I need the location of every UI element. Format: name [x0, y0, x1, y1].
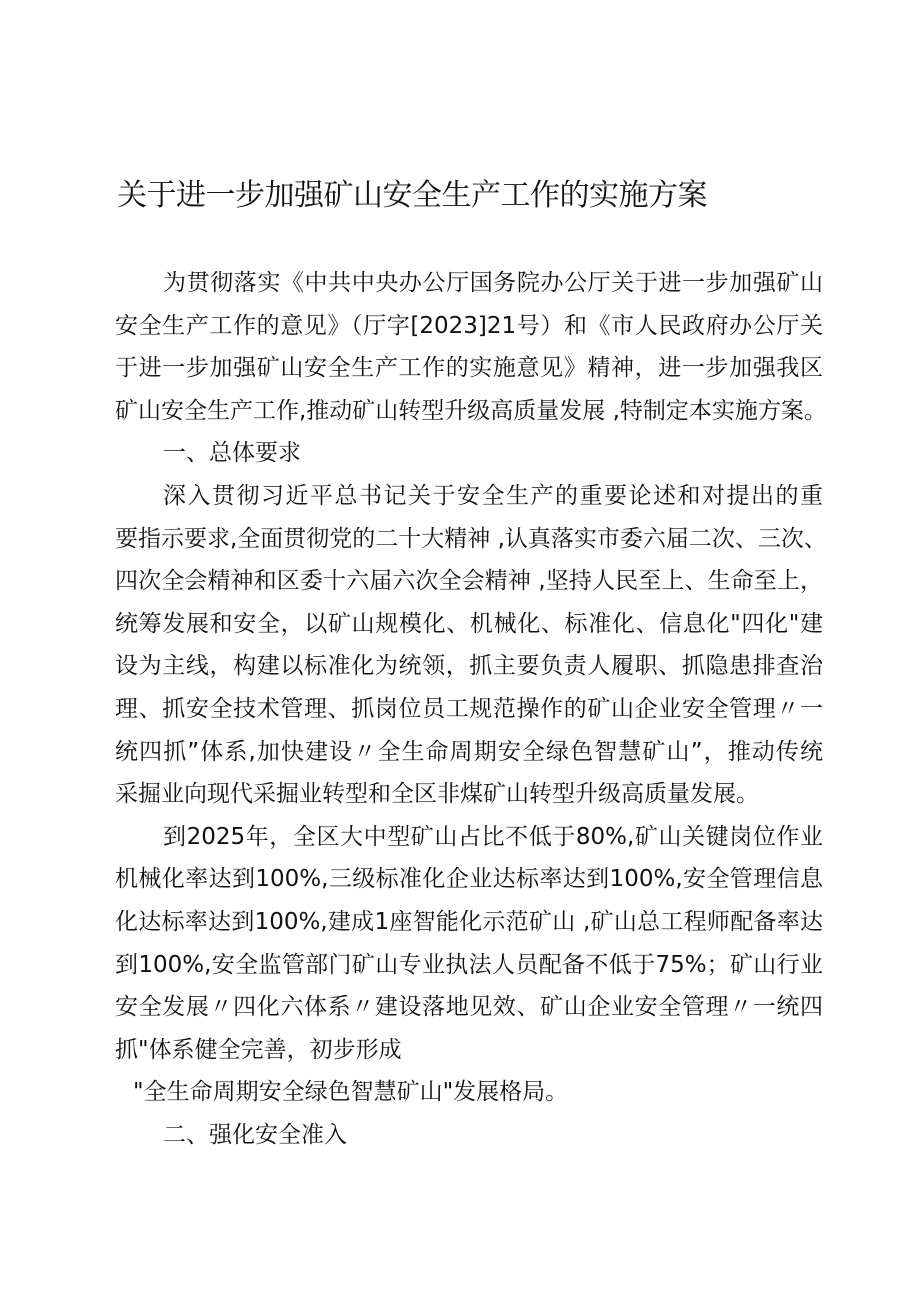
section-heading	[115, 432, 823, 475]
section-heading	[115, 1114, 823, 1157]
text-line: 二、强化安全准入	[163, 1121, 347, 1148]
document-title: 关于进一步加强矿山安全生产工作的实施方案	[117, 178, 707, 213]
text-line: 设为主线，构建以标准化为统领，抓主要负责人履职、抓隐患排查治	[115, 653, 823, 680]
text-line: 一、总体要求	[163, 440, 301, 467]
text-line: 到100%,安全监管部门矿山专业执法人员配备不低于75%；矿山行业	[115, 951, 823, 978]
text-line: 机械化率达到100%,三级标准化企业达标率达到100%,安全管理信息	[115, 866, 823, 893]
text-line: 理、抓安全技术管理、抓岗位员工规范操作的矿山企业安全管理〃一	[115, 695, 823, 722]
document-body	[115, 262, 827, 1156]
text-line: 抓"体系健全完善，初步形成	[115, 1036, 402, 1063]
text-line: 矿山安全生产工作,推动矿山转型升级高质量发展 ,特制定本实施方案。	[115, 397, 827, 424]
text-line: "全生命周期安全绿色智慧矿山"发展格局。	[133, 1079, 569, 1106]
text-line: 安全发展〃四化六体系〃建设落地见效、矿山企业安全管理〃一统四	[115, 994, 823, 1021]
text-line: 四次全会精神和区委十六届六次全会精神 ,坚持人民至上、生命至上，	[115, 568, 823, 595]
paragraph	[115, 262, 827, 432]
text-line: 为贯彻落实《中共中央办公厅国务院办公厅关于进一步加强矿山	[163, 270, 823, 296]
text-line: 安全生产工作的意见》（厅字[2023]21号）和《市人民政府办公厅关	[115, 312, 823, 339]
text-line: 统筹发展和安全，以矿山规模化、机械化、标准化、信息化"四化"建	[115, 610, 823, 637]
text-line: 统四抓”体系,加快建设〃全生命周期安全绿色智慧矿山”，推动传统	[115, 738, 823, 765]
text-line: 化达标率达到100%,建成1座智能化示范矿山 ,矿山总工程师配备率达	[115, 908, 823, 935]
text-line: 到2025年，全区大中型矿山占比不低于80%,矿山关键岗位作业	[163, 823, 823, 850]
text-line: 于进一步加强矿山安全生产工作的实施意见》精神，进一步加强我区	[115, 355, 823, 382]
paragraph	[115, 816, 823, 1114]
text-line: 采掘业向现代采掘业转型和全区非煤矿山转型升级高质量发展。	[115, 781, 759, 808]
text-line: 要指示要求,全面贯彻党的二十大精神 ,认真落实市委六届二次、三次、	[115, 525, 827, 552]
text-line: 深入贯彻习近平总书记关于安全生产的重要论述和对提出的重	[163, 482, 823, 509]
paragraph	[115, 475, 827, 816]
